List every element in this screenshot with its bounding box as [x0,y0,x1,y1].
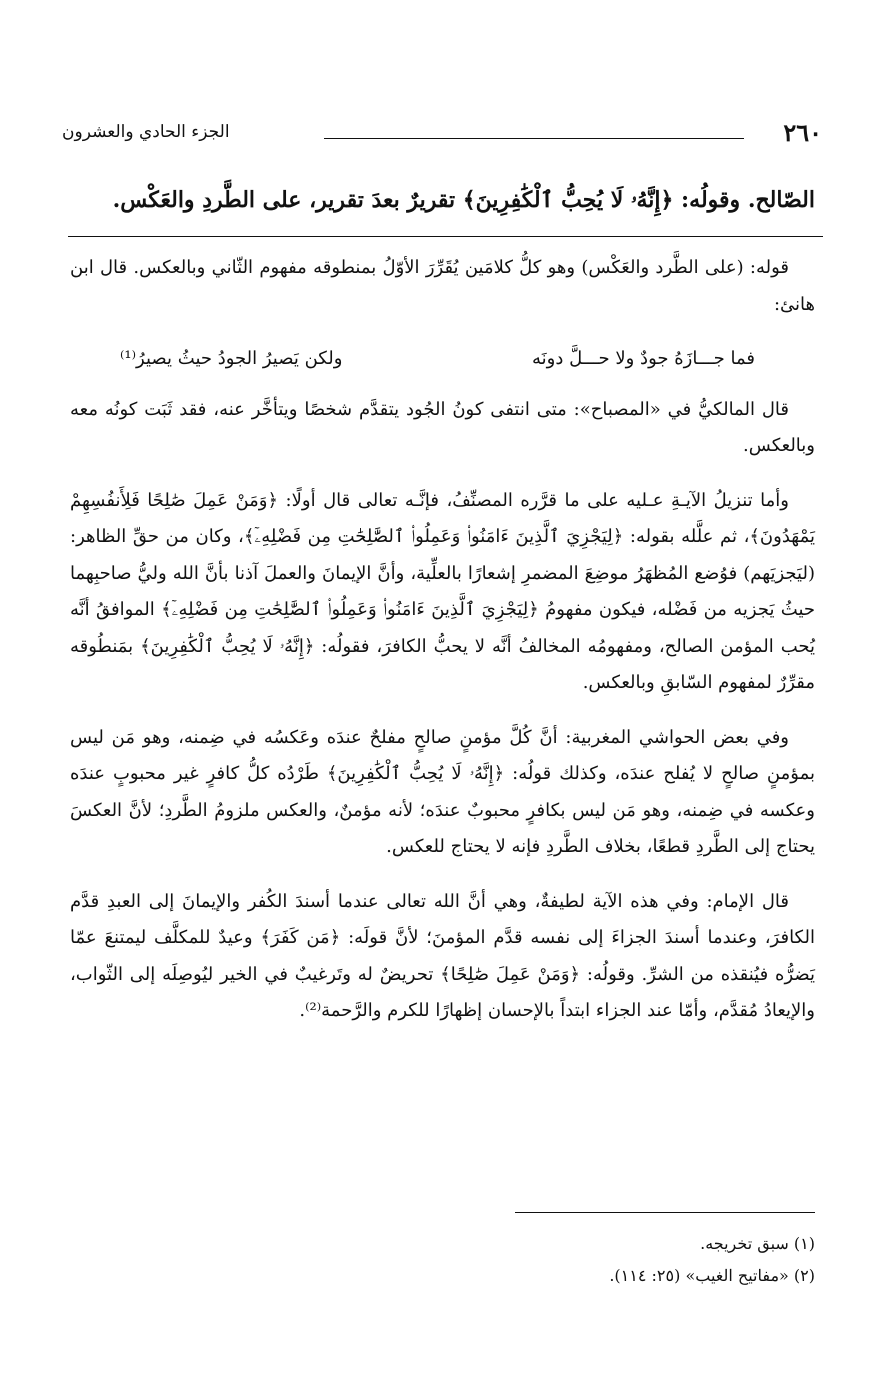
paragraph: قوله: (على الطَّرد والعَكْس) وهو كلُّ كلامَين يُقَرِّرَ الأوّلُ بمنطوقه مفهوم الثّاني وبالعكس. قال ابن هانئ: [70,257,815,315]
paragraph: وأما تنزيلُ الآيـةِ عـليه على ما قرَّره المصنِّفُ، فإنَّـه تعالى قال أولًا: ﴿وَمَنْ عَمِلَ صَٰلِحًا فَلِأَنفُسِهِمْ يَمْهَدُونَ﴾، ثم علَّله بقوله: ﴿لِيَجْزِيَ ٱلَّذِينَ ءَامَنُوا۟ وَعَمِلُوا۟ ٱلصَّٰلِحَٰتِ مِن فَضْلِهِۦٓ﴾، وكان من حقِّ الظاهر: (ليَجزيَهم) فوُضع المُظهَرُ موضِعَ المضمرِ إشعارًا بالعلِّية، وأنَّ الإيمانَ والعملَ آذنا بأنَّ الله وليُّ صاحبِهما حيثُ يَجزيه من فَضْله، فيكون مفهومُ ﴿لِيَجْزِيَ ٱلَّذِينَ ءَامَنُوا۟ وَعَمِلُوا۟ ٱلصَّٰلِحَٰتِ مِن فَضْلِهِۦٓ﴾ الموافقُ أنَّه يُحب المؤمن الصالح، ومفهومُه المخالفُ أنَّه لا يحبُّ الكافرَ، فقولُه: ﴿إِنَّهُۥ لَا يُحِبُّ ٱلْكَٰفِرِينَ﴾ بمَنطُوقه مقرِّرٌ لمفهوم السّابقِ وبالعكس. [70,489,815,693]
paragraph: وفي بعض الحواشي المغربية: أنَّ كُلَّ مؤمنٍ صالحٍ مفلحٌ عندَه وعَكسُه في ضِمنه، وهو مَن ليس بمؤمنٍ صالحٍ لا يُفلح عندَه، وكذلك قولُه: ﴿إِنَّهُۥ لَا يُحِبُّ ٱلْكَٰفِرِينَ﴾ طَرْدُه كلُّ كافرٍ غير محبوبٍ عندَه وعكسه في ضِمنه، وهو مَن ليس بكافرٍ محبوبٌ عندَه؛ لأنه مؤمنٌ، والعكس ملزومُ الطَّردِ؛ لأنَّ العكسَ يحتاج إلى الطَّردِ قطعًا، بخلاف الطَّردِ فإنه لا يحتاج للعكس. [70,726,815,857]
page-header [62,118,822,154]
poem-first-hemistich: فما جـــازَهُ جودٌ ولا حـــلَّ دونَه [531,348,755,369]
commentary-body [70,250,815,1048]
commentary-separator [68,236,823,237]
footnote-separator [515,1212,815,1213]
running-title: الجزء الحادي والعشرون [62,122,230,142]
footnote: (٢) «مفاتيح الغيب» (٢٥: ١١٤). [609,1266,815,1285]
footnote: (١) سبق تخريجه. [700,1234,815,1253]
header-rule [324,138,744,139]
footnotes [70,1228,815,1292]
main-text-line: الصّالح. وقولُه: ﴿إِنَّهُۥ لَا يُحِبُّ ٱلْكَٰفِرِينَ﴾ تقريرٌ بعدَ تقرير، على الطَّردِ والعَكْس. [112,187,815,213]
paragraph: قال المالكيُّ في «المصباح»: متى انتفى كونُ الجُود يتقدَّم شخصًا ويتأخَّر عنه، فقد ثَبَت كونُه معه وبالعكس. [70,398,815,456]
page-number: ٢٦٠ [783,118,822,147]
poem-verse [70,341,815,378]
paragraph: قال الإمام: وفي هذه الآية لطيفةٌ، وهي أنَّ الله تعالى عندما أسندَ الكُفر والإيمانَ إلى العبدِ قدَّم الكافرَ، وعندما أسندَ الجزاءَ إلى نفسه قدَّم المؤمنَ؛ لأنَّ قولَه: ﴿مَن كَفَرَ﴾ وعيدٌ للمكلَّف ليمتنعَ عمّا يَضرُّه فيُنقذه من الشرِّ. وقولُه: ﴿وَمَنْ عَمِلَ صَٰلِحًا﴾ تحريضٌ له وتَرغيبٌ في الخير ليُوصِلَه إلى الثّواب، والإيعادُ مُقدَّم، وأمّا عند الجزاء ابتداً بالإحسان إظهارًا للكرم والرَّحمة⁽²⁾. [70,890,815,1021]
poem-second-hemistich: ولكن يَصيرُ الجودُ حيثُ يصيرُ⁽¹⁾ [120,348,343,369]
